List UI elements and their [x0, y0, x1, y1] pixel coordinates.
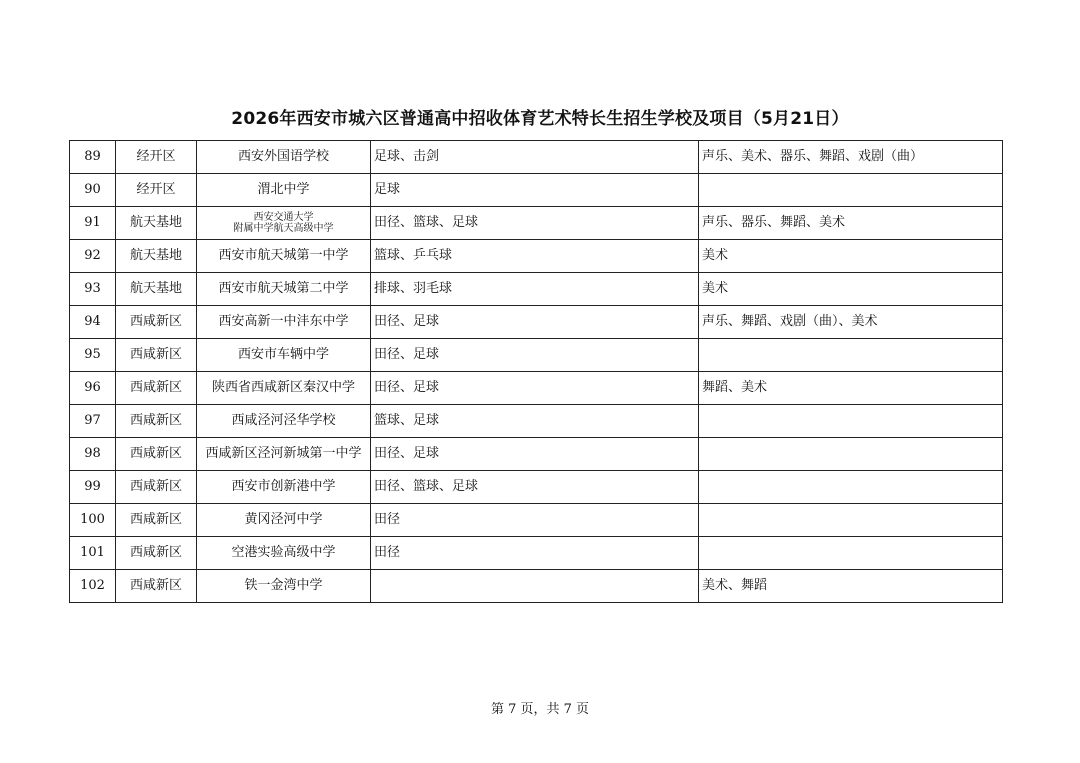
sports-cell: 足球、击剑 [371, 141, 699, 174]
table-row [70, 207, 1003, 240]
school-name-line-1: 西安交通大学 [253, 211, 314, 223]
table-row [70, 471, 1003, 504]
arts-cell [699, 339, 1003, 372]
row-number: 97 [70, 405, 116, 438]
arts-cell [699, 405, 1003, 438]
arts-cell [699, 504, 1003, 537]
arts-cell [699, 471, 1003, 504]
arts-cell: 声乐、舞蹈、戏剧（曲）、美术 [699, 306, 1003, 339]
row-number: 94 [70, 306, 116, 339]
arts-cell: 舞蹈、美术 [699, 372, 1003, 405]
arts-cell: 美术 [699, 273, 1003, 306]
table-row [70, 372, 1003, 405]
arts-cell [699, 438, 1003, 471]
page-number-text: 第 7 页，共 7 页 [490, 702, 590, 717]
school-cell [197, 207, 371, 240]
table-row [70, 240, 1003, 273]
row-number: 93 [70, 273, 116, 306]
school-cell: 西咸泾河泾华学校 [197, 405, 371, 438]
table-row [70, 570, 1003, 603]
school-cell: 黄冈泾河中学 [197, 504, 371, 537]
row-number: 100 [70, 504, 116, 537]
schools-table [69, 140, 1003, 603]
school-cell: 西安高新一中沣东中学 [197, 306, 371, 339]
sports-cell: 田径、足球 [371, 339, 699, 372]
table-row [70, 141, 1003, 174]
school-cell: 渭北中学 [197, 174, 371, 207]
district-cell: 经开区 [116, 141, 197, 174]
district-cell: 西咸新区 [116, 405, 197, 438]
sports-cell: 足球 [371, 174, 699, 207]
row-number: 98 [70, 438, 116, 471]
district-cell: 西咸新区 [116, 471, 197, 504]
school-cell: 西咸新区泾河新城第一中学 [197, 438, 371, 471]
row-number: 92 [70, 240, 116, 273]
district-cell: 西咸新区 [116, 570, 197, 603]
table-row [70, 339, 1003, 372]
district-cell: 航天基地 [116, 273, 197, 306]
arts-cell [699, 537, 1003, 570]
sports-cell: 排球、羽毛球 [371, 273, 699, 306]
row-number: 95 [70, 339, 116, 372]
table-row [70, 537, 1003, 570]
district-cell: 经开区 [116, 174, 197, 207]
table-row [70, 273, 1003, 306]
table-row [70, 174, 1003, 207]
district-cell: 航天基地 [116, 240, 197, 273]
district-cell: 西咸新区 [116, 306, 197, 339]
district-cell: 西咸新区 [116, 339, 197, 372]
row-number: 101 [70, 537, 116, 570]
school-cell: 陕西省西咸新区秦汉中学 [197, 372, 371, 405]
row-number: 96 [70, 372, 116, 405]
school-cell: 西安外国语学校 [197, 141, 371, 174]
sports-cell: 田径、足球 [371, 306, 699, 339]
arts-cell: 美术 [699, 240, 1003, 273]
sports-cell: 田径 [371, 537, 699, 570]
page-title: 2026年西安市城六区普通高中招收体育艺术特长生招生学校及项目（5月21日） [231, 109, 849, 129]
school-cell: 空港实验高级中学 [197, 537, 371, 570]
table-row [70, 405, 1003, 438]
district-cell: 西咸新区 [116, 537, 197, 570]
school-cell: 西安市航天城第二中学 [197, 273, 371, 306]
arts-cell: 声乐、美术、器乐、舞蹈、戏剧（曲） [699, 141, 1003, 174]
arts-cell: 美术、舞蹈 [699, 570, 1003, 603]
arts-cell [699, 174, 1003, 207]
sports-cell: 田径、篮球、足球 [371, 207, 699, 240]
school-cell: 铁一金湾中学 [197, 570, 371, 603]
row-number: 90 [70, 174, 116, 207]
arts-cell: 声乐、器乐、舞蹈、美术 [699, 207, 1003, 240]
school-name-line-2: 附属中学航天高级中学 [233, 223, 334, 234]
page-footer [0, 698, 1080, 717]
sports-cell [371, 570, 699, 603]
sports-cell: 田径、足球 [371, 372, 699, 405]
table-row [70, 438, 1003, 471]
table-row [70, 306, 1003, 339]
row-number: 102 [70, 570, 116, 603]
row-number: 89 [70, 141, 116, 174]
row-number: 91 [70, 207, 116, 240]
table-row [70, 504, 1003, 537]
sports-cell: 篮球、足球 [371, 405, 699, 438]
district-cell: 西咸新区 [116, 438, 197, 471]
row-number: 99 [70, 471, 116, 504]
sports-cell: 田径 [371, 504, 699, 537]
sports-cell: 田径、足球 [371, 438, 699, 471]
district-cell: 西咸新区 [116, 372, 197, 405]
school-cell: 西安市创新港中学 [197, 471, 371, 504]
sports-cell: 篮球、乒乓球 [371, 240, 699, 273]
sports-cell: 田径、篮球、足球 [371, 471, 699, 504]
district-cell: 西咸新区 [116, 504, 197, 537]
school-cell: 西安市车辆中学 [197, 339, 371, 372]
school-cell: 西安市航天城第一中学 [197, 240, 371, 273]
district-cell: 航天基地 [116, 207, 197, 240]
